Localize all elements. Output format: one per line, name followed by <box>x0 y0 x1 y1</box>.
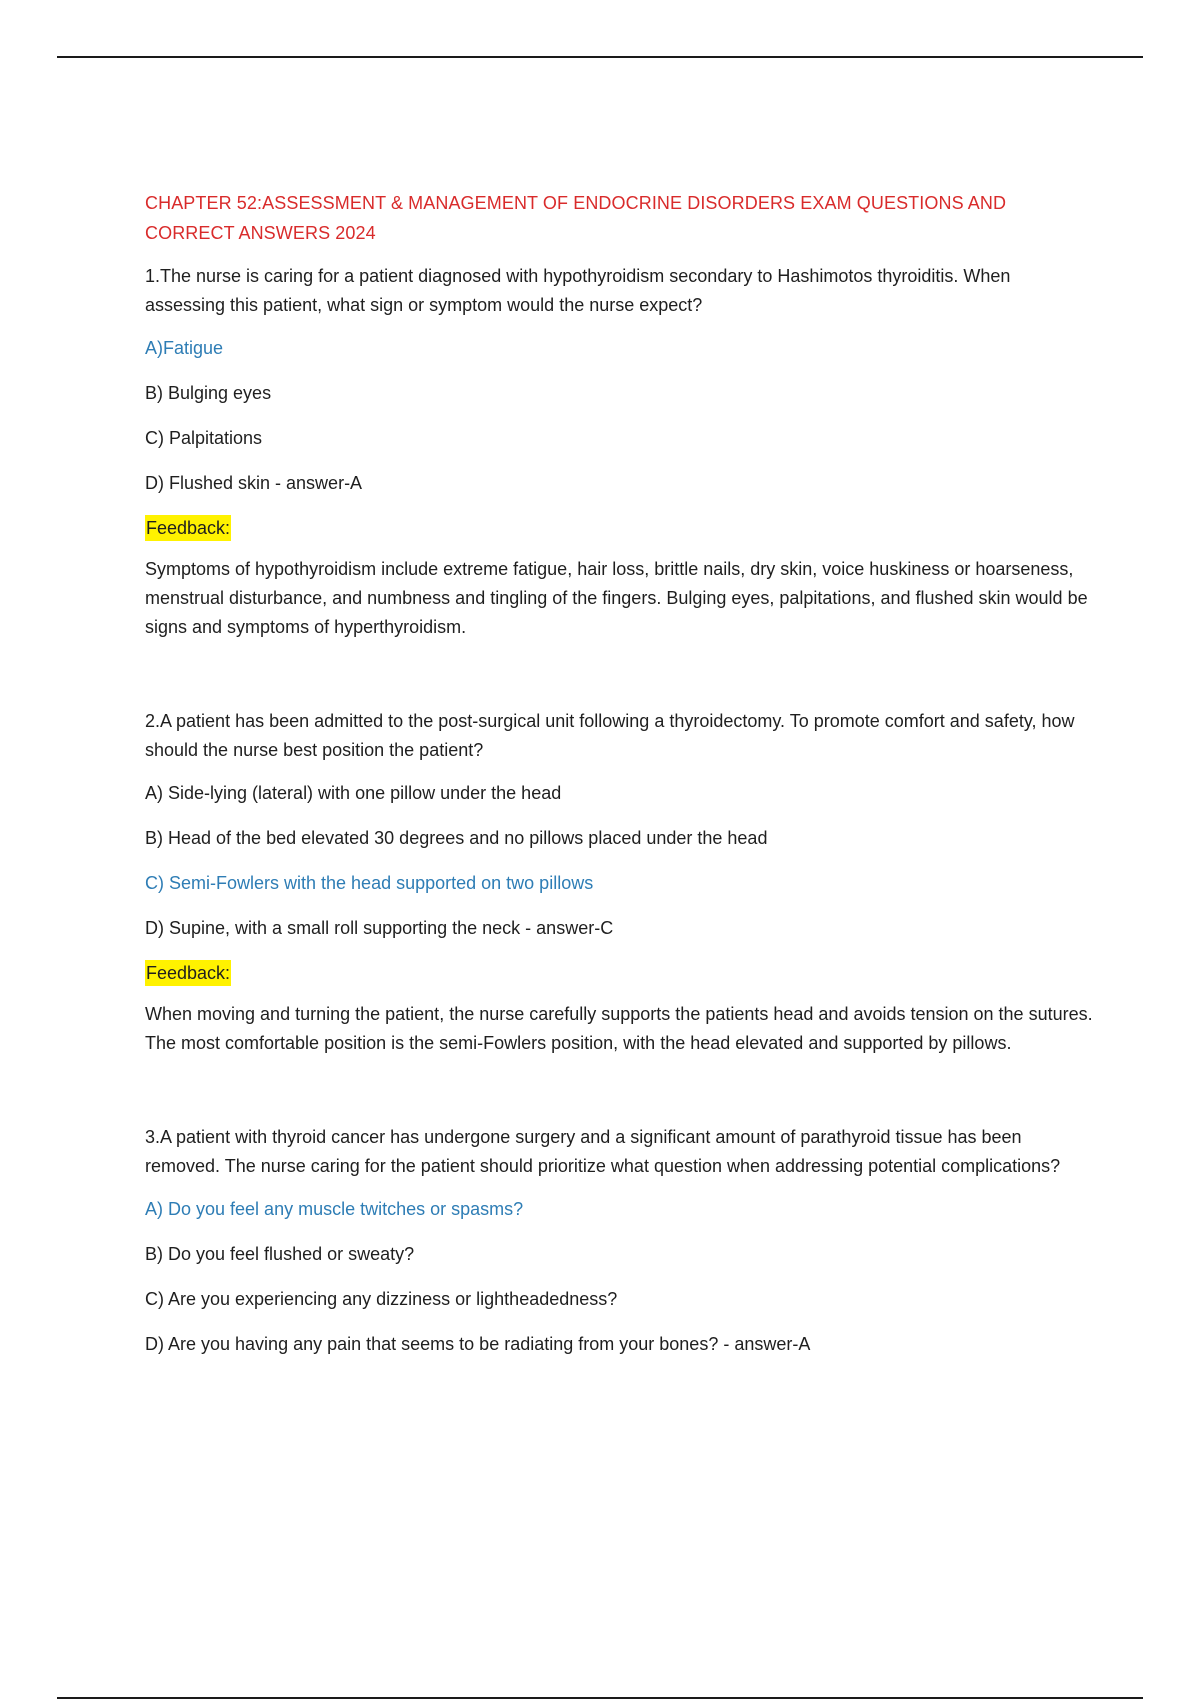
feedback-label: Feedback: <box>145 960 231 986</box>
option-a-correct: A) Do you feel any muscle twitches or spasms? <box>145 1199 524 1219</box>
option-c: C) Are you experiencing any dizziness or lightheadedness? <box>145 1289 618 1309</box>
document-title: CHAPTER 52:ASSESSMENT & MANAGEMENT OF ENDOCRINE DISORDERS EXAM QUESTIONS AND CORRECT ANSWERS 2024 <box>145 193 1007 243</box>
question-text: 1.The nurse is caring for a patient diagnosed with hypothyroidism secondary to Hashimotos thyroiditis. When assessing this patient, what sign or symptom would the nurse expect? <box>145 266 1011 315</box>
feedback-text: Symptoms of hypothyroidism include extreme fatigue, hair loss, brittle nails, dry skin, voice huskiness or hoarseness, menstrual disturbance, and numbness and tingling of the fingers. Bulging eyes, palpitations, and flushed skin would be signs and symptoms of hyperthyroidism. <box>145 559 1088 637</box>
option-c: C) Palpitations <box>145 428 263 448</box>
question-text: 3.A patient with thyroid cancer has undergone surgery and a significant amount of parathyroid tissue has been removed. The nurse caring for the patient should prioritize what question when addressing potential complications? <box>145 1127 1061 1176</box>
option-a: A) Side-lying (lateral) with one pillow under the head <box>145 783 562 803</box>
document-body <box>145 188 1095 1375</box>
question-block-3 <box>145 1123 1095 1359</box>
question-text: 2.A patient has been admitted to the post-surgical unit following a thyroidectomy. To promote comfort and safety, how should the nurse best position the patient? <box>145 711 1075 760</box>
option-d: D) Are you having any pain that seems to be radiating from your bones? - answer-A <box>145 1334 811 1354</box>
bottom-rule <box>57 1697 1143 1699</box>
top-rule <box>57 56 1143 58</box>
option-a-correct: A)Fatigue <box>145 338 224 358</box>
option-b: B) Bulging eyes <box>145 383 272 403</box>
question-block-1 <box>145 262 1095 642</box>
feedback-label: Feedback: <box>145 515 231 541</box>
option-d: D) Flushed skin - answer-A <box>145 473 363 493</box>
question-block-2 <box>145 707 1095 1058</box>
option-d: D) Supine, with a small roll supporting the neck - answer-C <box>145 918 614 938</box>
option-b: B) Do you feel flushed or sweaty? <box>145 1244 415 1264</box>
feedback-text: When moving and turning the patient, the nurse carefully supports the patients head and avoids tension on the sutures. The most comfortable position is the semi-Fowlers position, with the head elevated and supported by pillows. <box>145 1004 1093 1053</box>
option-c-correct: C) Semi-Fowlers with the head supported on two pillows <box>145 873 594 893</box>
option-b: B) Head of the bed elevated 30 degrees and no pillows placed under the head <box>145 828 768 848</box>
